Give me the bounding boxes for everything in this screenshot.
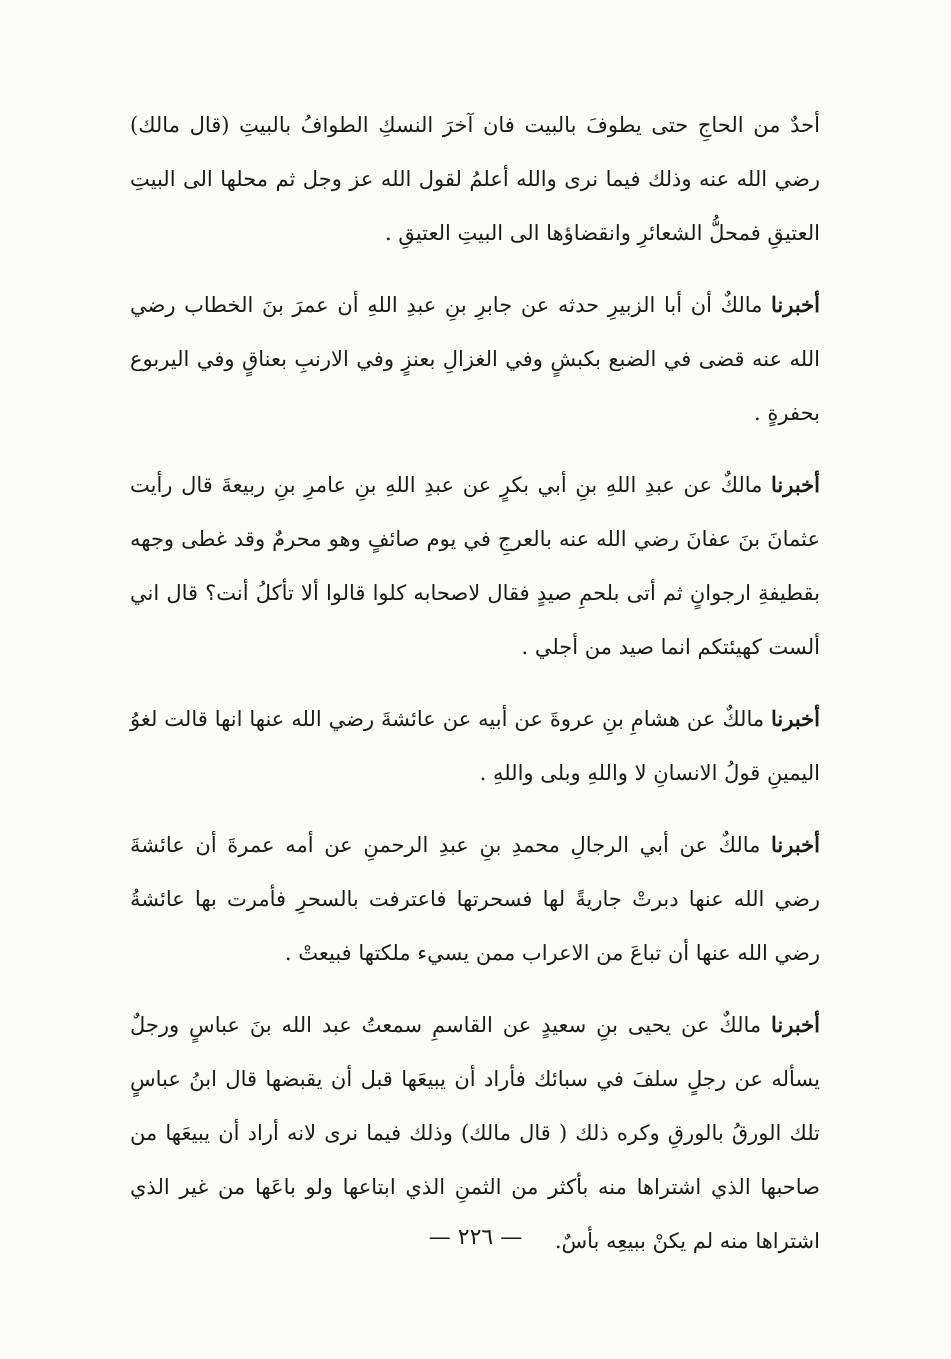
paragraph-text: مالكٌ عن عبدِ اللهِ بنِ أبي بكرٍ عن عبدِ اللهِ بنِ عامرِ بنِ ربيعةَ قال رأيت عثمانَ بنَ عفانَ رضي الله عنه بالعرجِ في يوم صائفٍ وهو محرمٌ وقد غطى وجهه بقطيفةِ ارجوانٍ ثم أتى بلحمِ صيدٍ فقال لاصحابه كلوا قالوا ألا تأكلُ أنت؟ قال اني ألست كهيئتكم انما صيد من أجلي . bbox=[130, 473, 820, 659]
paragraph-lead: أخبرنا bbox=[771, 292, 820, 317]
paragraph-lead: أخبرنا bbox=[771, 472, 820, 497]
paragraph-2 bbox=[130, 278, 820, 440]
page-number: — ٢٢٦ — bbox=[428, 1225, 523, 1250]
paragraph-text: مالكٌ عن يحيى بنِ سعيدٍ عن القاسمِ سمعتُ عبد الله بنَ عباسٍ ورجلٌ يسأله عن رجلٍ سلفَ في سبائك فأراد أن يبيعَها قبل أن يقبضها قال ابنُ عباسٍ تلك الورقُ بالورقِ وكره ذلك ( قال مالك) وذلك فيما نرى لانه أراد أن يبيعَها من صاحبها الذي اشتراها منه بأكثر من الثمنِ الذي ابتاعها ولو باعَها من غير الذي اشتراها منه لم يكنْ ببيعِه بأسٌ. bbox=[130, 1013, 820, 1253]
page-body bbox=[130, 98, 820, 1286]
paragraph-text: مالكٌ عن هشامِ بنِ عروةَ عن أبيه عن عائشةَ رضي الله عنها انها قالت لغوُ اليمينِ قولُ الانسانِ لا واللهِ وبلى واللهِ . bbox=[130, 707, 820, 785]
paragraph-lead: أخبرنا bbox=[771, 832, 820, 857]
paragraph-3 bbox=[130, 458, 820, 674]
paragraph-lead: أخبرنا bbox=[771, 706, 820, 731]
paragraph-lead: أخبرنا bbox=[771, 1012, 820, 1037]
paragraph-text: مالكٌ عن أبي الرجالِ محمدِ بنِ عبدِ الرحمنِ عن أمه عمرةَ أن عائشةَ رضي الله عنها دبرتْ جاريةً لها فسحرتها فاعترفت بالسحرِ فأمرت بها عائشةُ رضي الله عنها أن تباعَ من الاعراب ممن يسيء ملكتها فبيعتْ . bbox=[130, 833, 820, 965]
paragraph-text: أحدٌ من الحاجِ حتى يطوفَ بالبيت فان آخرَ النسكِ الطوافُ بالبيتِ (قال مالك) رضي الله عنه وذلك فيما نرى والله أعلمُ لقول الله عز وجل ثم محلها الى البيتِ العتيقِ فمحلُّ الشعائرِ وانقضاؤها الى البيتِ العتيقِ . bbox=[130, 113, 820, 245]
paragraph-5 bbox=[130, 818, 820, 980]
paragraph-4 bbox=[130, 692, 820, 800]
paragraph-1 bbox=[130, 98, 820, 260]
paragraph-text: مالكٌ أن أبا الزبيرِ حدثه عن جابرِ بنِ عبدِ اللهِ أن عمرَ بنَ الخطاب رضي الله عنه قضى في الضبع بكبشٍ وفي الغزالِ بعنزٍ وفي الارنبِ بعناقٍ وفي اليربوع بحفرةٍ . bbox=[130, 293, 820, 425]
